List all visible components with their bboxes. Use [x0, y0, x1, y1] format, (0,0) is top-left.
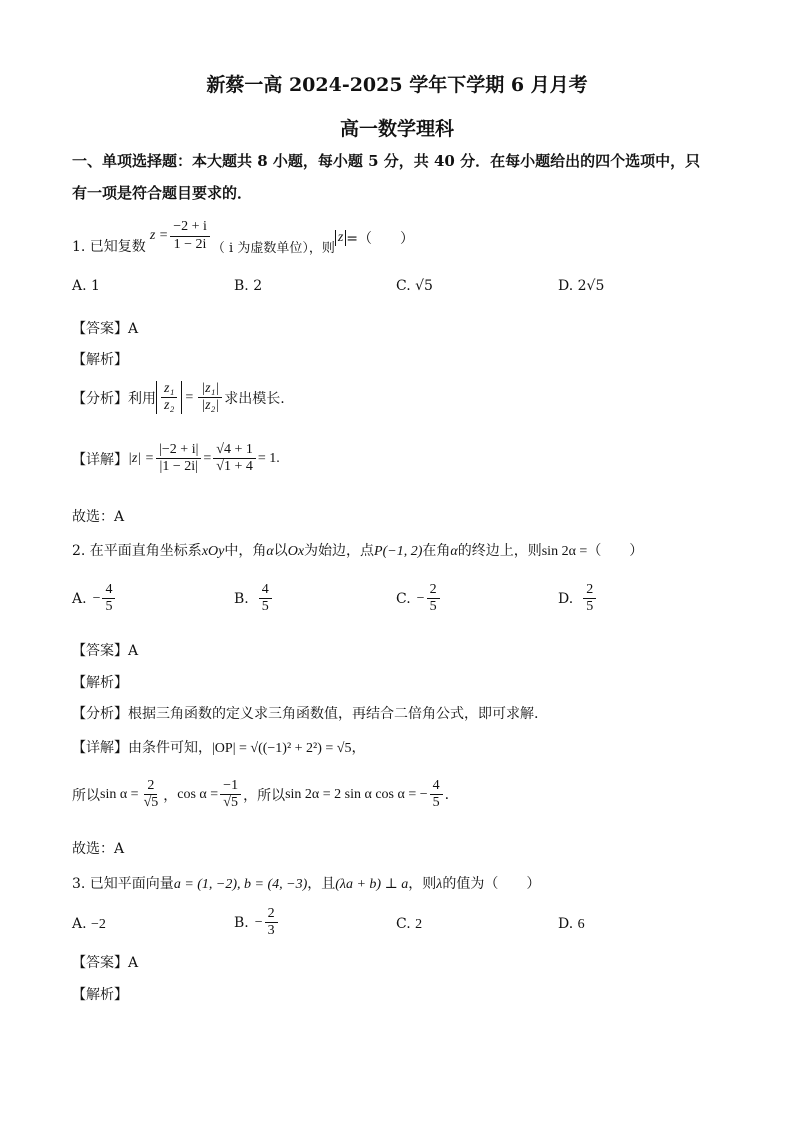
q1-analysis-frac-a — [161, 381, 177, 414]
q3-option-c — [396, 916, 422, 933]
q2-option-d-label: D. — [558, 590, 574, 607]
q2-cos-den: √5 — [223, 795, 238, 811]
q2-text4: 为始边，点 — [304, 543, 375, 559]
q2-option-c-den: 5 — [429, 599, 437, 615]
q1-eq: =（ ） — [346, 231, 415, 247]
q3-option-a — [72, 916, 106, 933]
q3-text3: ，则 — [408, 876, 437, 892]
q2-detail — [72, 737, 366, 757]
q2-ox: Ox — [287, 544, 305, 559]
q1-analysis-tail: 求出模长. — [224, 390, 285, 407]
q3-option-c-label: C. — [396, 916, 411, 932]
q2-alpha-2: α — [450, 544, 458, 559]
q2-option-c-num: 2 — [427, 582, 440, 599]
q1-choose: 故选：A — [72, 509, 125, 525]
q3-option-d-label: D. — [558, 916, 574, 932]
q1-detail-frac1-num: |−2 + i| — [156, 442, 201, 459]
section-heading-line2: 有一项是符合题目要求的． — [72, 184, 253, 202]
q2-sin-lhs: sin α = — [100, 786, 139, 802]
q2-sin-num: 2 — [144, 778, 157, 795]
q1-analysis-frac-b — [198, 381, 222, 414]
q1-option-a: A. 1 — [72, 278, 100, 294]
question-3 — [72, 873, 540, 893]
q2-text5: 在角 — [422, 543, 451, 559]
q1-option-d: D. 2√5 — [558, 278, 605, 294]
q1-detail-frac2-den: √1 + 4 — [216, 459, 253, 475]
q1-detail-frac2 — [213, 442, 256, 475]
q1-analysis-frac-b-den: |z₂| — [201, 398, 220, 414]
q2-jiexi: 【解析】 — [72, 675, 128, 691]
q2-comma: ， — [163, 787, 178, 804]
q1-detail-frac2-num: √4 + 1 — [213, 442, 256, 459]
q1-analysis-frac-b-num: |z₁| — [198, 381, 222, 398]
q2-res-den: 5 — [432, 795, 440, 811]
q2-text3: 以 — [273, 543, 288, 559]
q1-answer: 【答案】A — [72, 321, 139, 337]
q1-analysis-frac-a-den: z₂ — [164, 398, 175, 414]
q2-option-a — [72, 582, 117, 615]
q2-res-num: 4 — [430, 778, 443, 795]
q3-option-a-label: A. — [72, 916, 87, 932]
q2-alpha: α — [266, 544, 274, 559]
q2-paren: （ ） — [587, 543, 644, 559]
question-2 — [72, 540, 643, 560]
q2-option-b-num: 4 — [259, 582, 272, 599]
q2-option-b-label: B. — [234, 590, 249, 607]
q1-denominator: 1 − 2i — [173, 236, 207, 252]
q3-jiexi: 【解析】 — [72, 987, 128, 1003]
section-heading-line1: 一、单项选择题：本大题共 8 小题，每小题 5 分，共 40 分．在每小题给出的四个选项中，只 — [72, 152, 701, 170]
q2-line2-b: ，所以 — [243, 787, 286, 804]
q2-option-d-den: 5 — [586, 599, 594, 615]
q2-option-a-den: 5 — [105, 599, 113, 615]
q3-lambda: λ — [436, 877, 443, 892]
q3-answer: 【答案】A — [72, 955, 139, 971]
q1-detail-label: 【详解】 — [72, 451, 128, 468]
exam-subtitle: 高一数学理科 — [339, 118, 454, 140]
q3-option-a-text: −2 — [91, 917, 106, 932]
q2-expr: sin 2α = — [541, 544, 588, 559]
question-1-number: 1. 已知复数 — [72, 239, 146, 255]
q1-z-eq: z = — [149, 228, 169, 243]
q3-condition: (λa + b) ⊥ a — [335, 877, 409, 892]
q2-sin-den: √5 — [143, 795, 159, 811]
q1-modulus: z — [335, 230, 346, 246]
q2-point: P(−1, 2) — [374, 544, 423, 559]
q2-text2: 中，角 — [224, 543, 267, 559]
q1-detail-result: = 1. — [257, 450, 280, 466]
q2-choose: 故选：A — [72, 841, 125, 857]
q1-analysis-frac-a-num: z₁ — [161, 381, 177, 398]
q2-cos-num: −1 — [220, 778, 241, 795]
q1-jiexi: 【解析】 — [72, 352, 128, 368]
q2-option-c-sign: − — [416, 590, 425, 606]
q2-option-c-label: C. — [396, 590, 411, 607]
q3-option-b — [234, 906, 280, 939]
q1-detail: 【详解】 |z| = $\frac{|-2 + i|}{|1 - 2i|}$ = $\frac{√4 + 1}{√1 + 4}$ = 1. — [72, 442, 280, 475]
q1-analysis-label: 【分析】利用 — [72, 390, 156, 407]
q3-option-b-label: B. — [234, 914, 249, 931]
q2-option-b — [234, 582, 274, 615]
q2-dot: . — [444, 786, 450, 803]
q1-tail: （ i 为虚数单位），则 — [211, 240, 335, 256]
q1-detail-frac1 — [156, 442, 201, 475]
q1-numerator: −2 + i — [170, 219, 210, 236]
q2-detail-line2 — [72, 778, 449, 811]
q2-option-a-sign: − — [92, 590, 101, 606]
q2-xoy: xOy — [201, 544, 225, 559]
q2-analysis: 【分析】根据三角函数的定义求三角函数值，再结合二倍角公式，即可求解. — [72, 706, 539, 722]
q2-sin2: sin 2α = 2 sin α cos α = − — [285, 786, 428, 802]
q2-option-a-label: A. — [72, 590, 87, 607]
q1-fraction — [170, 219, 210, 252]
q1-analysis: 【分析】利用 $\frac{\text{z₁}}{\text{z₂}}$ = $\frac{\text{|z₁|}}{\text{|z₂|}}$ 求出模长. — [72, 381, 285, 414]
q2-option-b-den: 5 — [261, 599, 269, 615]
q1-option-c: C. √5 — [396, 278, 433, 294]
q1-detail-frac1-den: |1 − 2i| — [159, 459, 198, 475]
q1-detail-lhs: |z| = — [128, 450, 155, 466]
q3-option-d — [558, 916, 585, 933]
q1-option-b: B. 2 — [234, 278, 263, 294]
q2-answer: 【答案】A — [72, 643, 139, 659]
q2-text6: 的终边上，则 — [457, 543, 542, 559]
q3-vectors: a = (1, −2), b = (4, −3) — [173, 877, 308, 892]
q2-option-c — [396, 582, 442, 615]
exam-title: 新蔡一高 2024-2025 学年下学期 6 月月考 — [206, 74, 588, 96]
q3-option-c-text: 2 — [415, 917, 423, 932]
q3-option-d-text: 6 — [577, 917, 585, 932]
q2-option-d — [558, 582, 598, 615]
q3-option-b-sign: − — [254, 914, 263, 930]
q2-line2-a: 所以 — [72, 787, 100, 804]
question-1 — [72, 216, 414, 256]
q2-cos-lhs: cos α = — [177, 786, 219, 802]
q2-text1: 2. 在平面直角坐标系 — [72, 543, 202, 559]
q3-text1: 3. 已知平面向量 — [72, 876, 174, 892]
q2-option-d-num: 2 — [583, 582, 596, 599]
q3-text4: 的值为（ ） — [442, 876, 541, 892]
q3-text2: ，且 — [307, 876, 336, 892]
q2-option-a-num: 4 — [102, 582, 115, 599]
q2-detail-label: 【详解】由条件可知， — [72, 740, 212, 756]
q3-option-b-num: 2 — [265, 906, 278, 923]
q2-detail-op: |OP| = √((−1)² + 2²) = √5， — [212, 741, 366, 756]
q3-option-b-den: 3 — [267, 923, 275, 939]
